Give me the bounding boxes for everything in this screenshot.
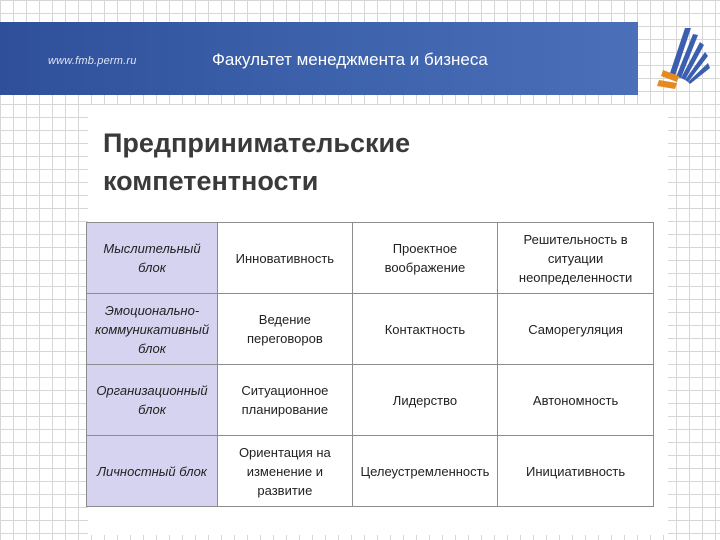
row-header-cell: Эмоционально-коммуникативный блок xyxy=(87,294,218,365)
site-url: www.fmb.perm.ru xyxy=(48,55,137,67)
table-cell: Проектное воображение xyxy=(352,223,497,294)
table-row xyxy=(87,365,654,436)
table-cell: Лидерство xyxy=(352,365,497,436)
slide-title xyxy=(103,124,410,200)
table-cell: Контактность xyxy=(352,294,497,365)
row-header-cell: Мыслительный блок xyxy=(87,223,218,294)
table-cell: Ориентация на изменение и развитие xyxy=(218,436,353,507)
table-row xyxy=(87,294,654,365)
table-cell: Автономность xyxy=(498,365,654,436)
faculty-title: Факультет менеджмента и бизнеса xyxy=(212,50,488,69)
table-row xyxy=(87,436,654,507)
slide-title-line-1: Предпринимательские xyxy=(103,128,411,158)
flame-rays-logo-icon xyxy=(655,26,711,92)
competencies-table xyxy=(86,222,654,507)
table-row xyxy=(87,223,654,294)
table-cell: Целеустремленность xyxy=(352,436,497,507)
table-cell: Инициативность xyxy=(498,436,654,507)
table-cell: Решительность в ситуации неопределенности xyxy=(498,223,654,294)
table-cell: Инновативность xyxy=(218,223,353,294)
slide-title-line-2: компетентности xyxy=(103,166,319,196)
table-cell: Саморегуляция xyxy=(498,294,654,365)
table-cell: Ведение переговоров xyxy=(218,294,353,365)
table-cell: Ситуационное планирование xyxy=(218,365,353,436)
row-header-cell: Личностный блок xyxy=(87,436,218,507)
row-header-cell: Организационный блок xyxy=(87,365,218,436)
